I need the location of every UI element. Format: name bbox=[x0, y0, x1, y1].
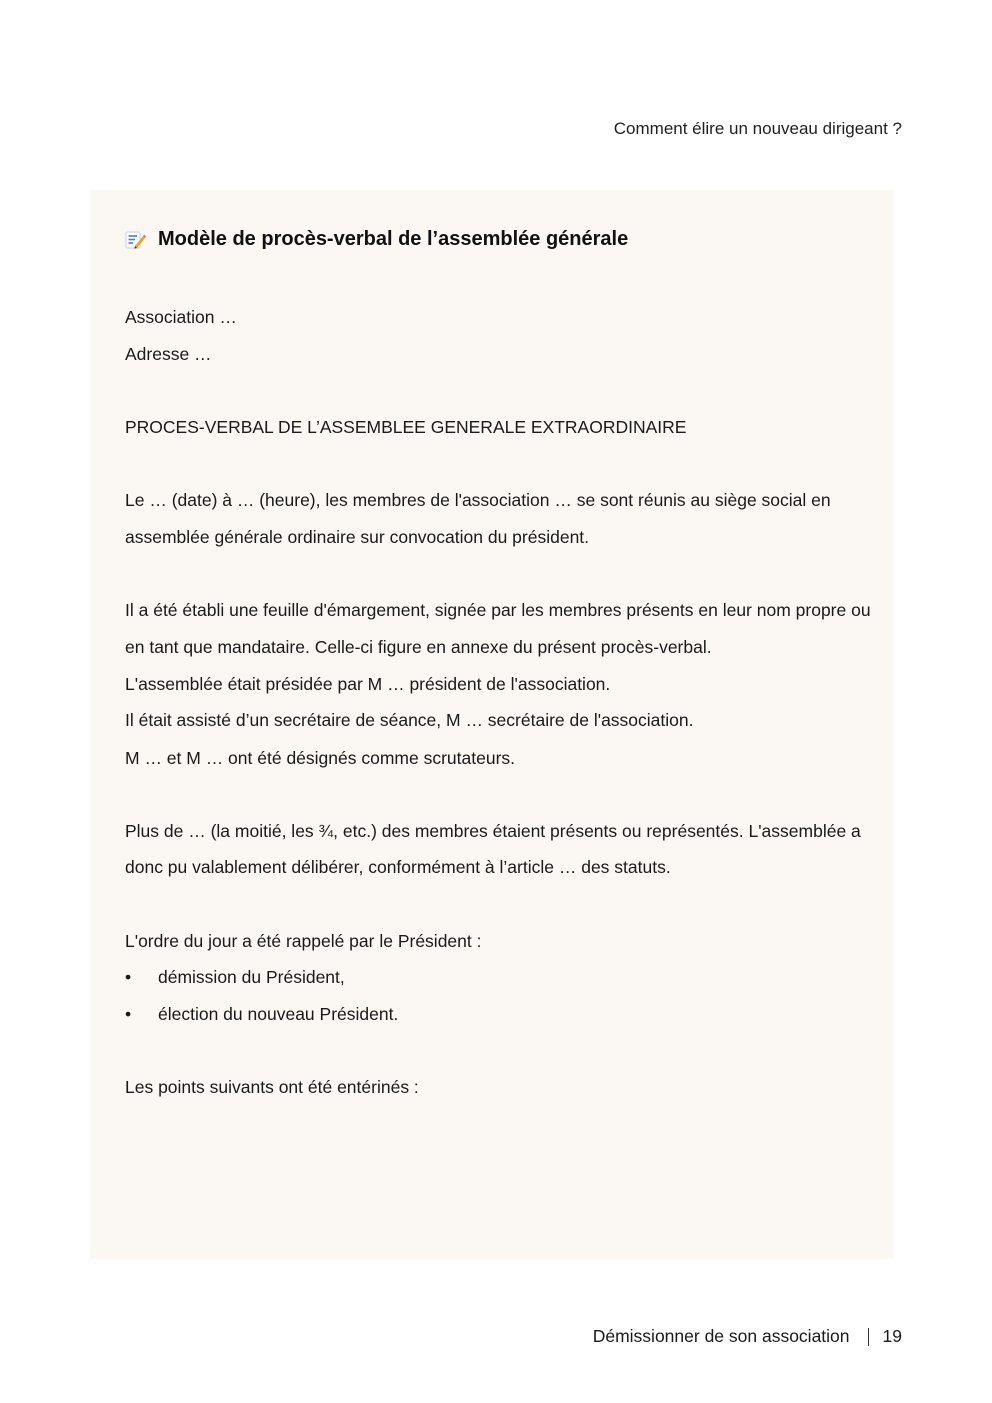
page-footer bbox=[593, 1326, 902, 1347]
closing-line: Les points suivants ont été entérinés : bbox=[125, 1077, 419, 1097]
agenda-item: démission du Président, bbox=[158, 967, 345, 987]
paragraph-line: M … et M … ont été désignés comme scrutateurs. bbox=[125, 748, 516, 768]
bullet-marker: • bbox=[125, 967, 132, 987]
paragraph-line: Il a été établi une feuille d'émargement, signée par les membres présents en leur nom propre ou bbox=[125, 600, 871, 620]
paragraph-line: assemblée générale ordinaire sur convocation du président. bbox=[125, 527, 590, 547]
template-box bbox=[90, 190, 894, 1259]
paragraph-line: donc pu valablement délibérer, conformément à l’article … des statuts. bbox=[125, 857, 671, 877]
paragraph-line: Il était assisté d’un secrétaire de séance, M … secrétaire de l'association. bbox=[125, 710, 694, 730]
box-title bbox=[125, 228, 628, 251]
association-line: Association … bbox=[125, 307, 237, 327]
paragraph-line: en tant que mandataire. Celle-ci figure en annexe du présent procès-verbal. bbox=[125, 637, 712, 657]
agenda-intro: L'ordre du jour a été rappelé par le Président : bbox=[125, 931, 482, 951]
page-number: 19 bbox=[882, 1326, 902, 1346]
address-line: Adresse … bbox=[125, 344, 212, 364]
bullet-marker: • bbox=[125, 1004, 132, 1024]
box-title-text: Modèle de procès-verbal de l’assemblée générale bbox=[158, 228, 629, 250]
running-header: Comment élire un nouveau dirigeant ? bbox=[613, 119, 902, 138]
document-heading: PROCES-VERBAL DE L’ASSEMBLEE GENERALE EXTRAORDINAIRE bbox=[125, 417, 687, 437]
memo-pencil-icon bbox=[125, 229, 146, 250]
footer-section-title: Démissionner de son association bbox=[592, 1326, 850, 1346]
paragraph-line: L'assemblée était présidée par M … président de l'association. bbox=[125, 674, 611, 694]
footer-divider bbox=[868, 1328, 869, 1346]
paragraph-line: Plus de … (la moitié, les ¾, etc.) des membres étaient présents ou représentés. L'assemblée a bbox=[125, 821, 861, 841]
paragraph-line: Le … (date) à … (heure), les membres de l'association … se sont réunis au siège social en bbox=[125, 490, 831, 510]
agenda-item: élection du nouveau Président. bbox=[158, 1004, 399, 1024]
